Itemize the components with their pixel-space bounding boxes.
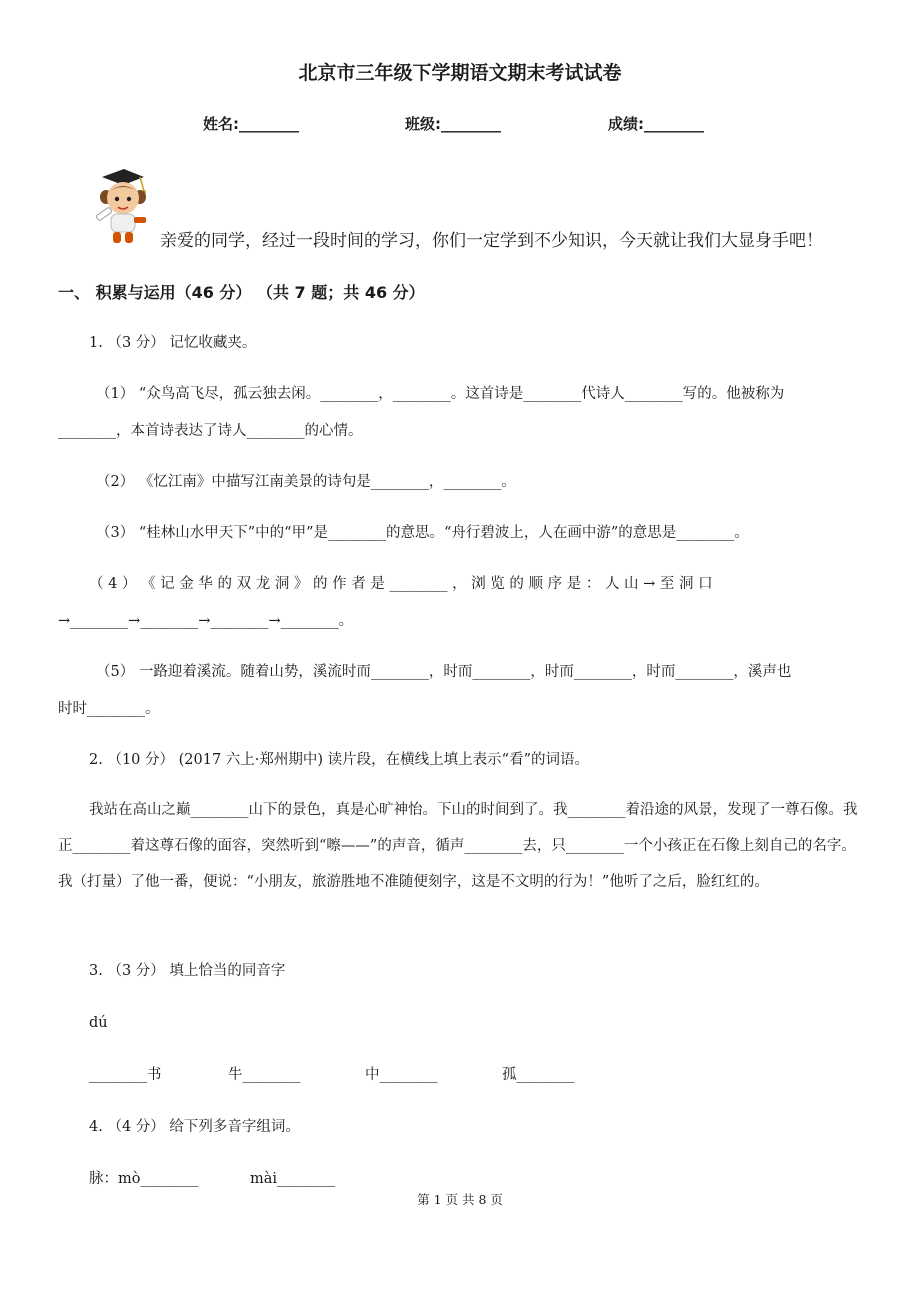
question-2-stem: 2. （10 分） (2017 六上·郑州期中) 读片段，在横线上填上表示“看”的词语。 [89, 752, 589, 768]
name-field[interactable]: 姓名:________ [203, 115, 299, 133]
score-field[interactable]: 成绩:________ [608, 115, 704, 133]
question-4-stem: 4. （4 分） 给下列多音字组词。 [89, 1119, 300, 1135]
page-title: 北京市三年级下学期语文期末考试试卷 [298, 62, 622, 84]
homophone-blank-2[interactable]: 牛________ [228, 1067, 301, 1083]
pinyin-prompt: dú [89, 1015, 108, 1031]
question-1-part-5[interactable]: （5） 一路迎着溪流。随着山势，溪流时而________，时而________，时而________，时而________，溪声也 [96, 664, 792, 680]
question-3-stem: 3. （3 分） 填上恰当的同音字 [89, 963, 286, 979]
question-1-stem: 1. （3 分） 记忆收藏夹。 [89, 335, 257, 351]
polyphone-item-2[interactable]: mài________ [250, 1171, 336, 1187]
graduate-child-icon [88, 165, 154, 247]
homophone-blank-3[interactable]: 中________ [365, 1067, 438, 1083]
question-1-part-4[interactable]: （ 4 ） 《 记 金 华 的 双 龙 洞 》 的 作 者 是 ________ ， 浏 览 的 顺 序 是 ： 人 山 → 至 洞 口 [89, 576, 713, 592]
greeting-text: 亲爱的同学，经过一段时间的学习，你们一定学到不少知识，今天就让我们大显身手吧！ [160, 231, 823, 251]
question-1-part-4-cont[interactable]: →________→________→________→________。 [58, 613, 354, 629]
class-field[interactable]: 班级:________ [405, 115, 501, 133]
question-1-part-1[interactable]: （1） “众鸟高飞尽，孤云独去闲。________，________。这首诗是________代诗人________写的。他被称为 [96, 386, 785, 402]
homophone-blank-4[interactable]: 孤________ [502, 1067, 575, 1083]
question-1-part-1-cont[interactable]: ________，本首诗表达了诗人________的心情。 [58, 423, 363, 439]
section-heading: 一、 积累与运用（46 分） （共 7 题；共 46 分） [58, 283, 425, 302]
page-footer: 第 1 页 共 8 页 [417, 1192, 503, 1207]
question-1-part-3[interactable]: （3） “桂林山水甲天下”中的“甲”是________的意思。“舟行碧波上，人在画中游”的意思是________。 [96, 525, 749, 541]
homophone-blank-1[interactable]: ________书 [89, 1067, 162, 1083]
question-1-part-5-cont[interactable]: 时时________。 [58, 701, 160, 717]
question-1-part-2[interactable]: （2） 《忆江南》中描写江南美景的诗句是________，________。 [96, 474, 516, 490]
polyphone-item-1[interactable]: 脉：mò________ [89, 1171, 199, 1187]
question-2-passage[interactable]: 我站在高山之巅________山下的景色，真是心旷神怡。下山的时间到了。我________着沿途的风景，发现了一尊石像。我正________着这尊石像的面容，突然听到“嚓——”的声音，循声________去，只________一个小孩正在石像上刻自己的名字。我（打量）了他一番，便说：“小朋友，旅游胜地不准随便刻字，这是不文明的行为！”他听了之后，脸红红的。 [58, 802, 858, 890]
